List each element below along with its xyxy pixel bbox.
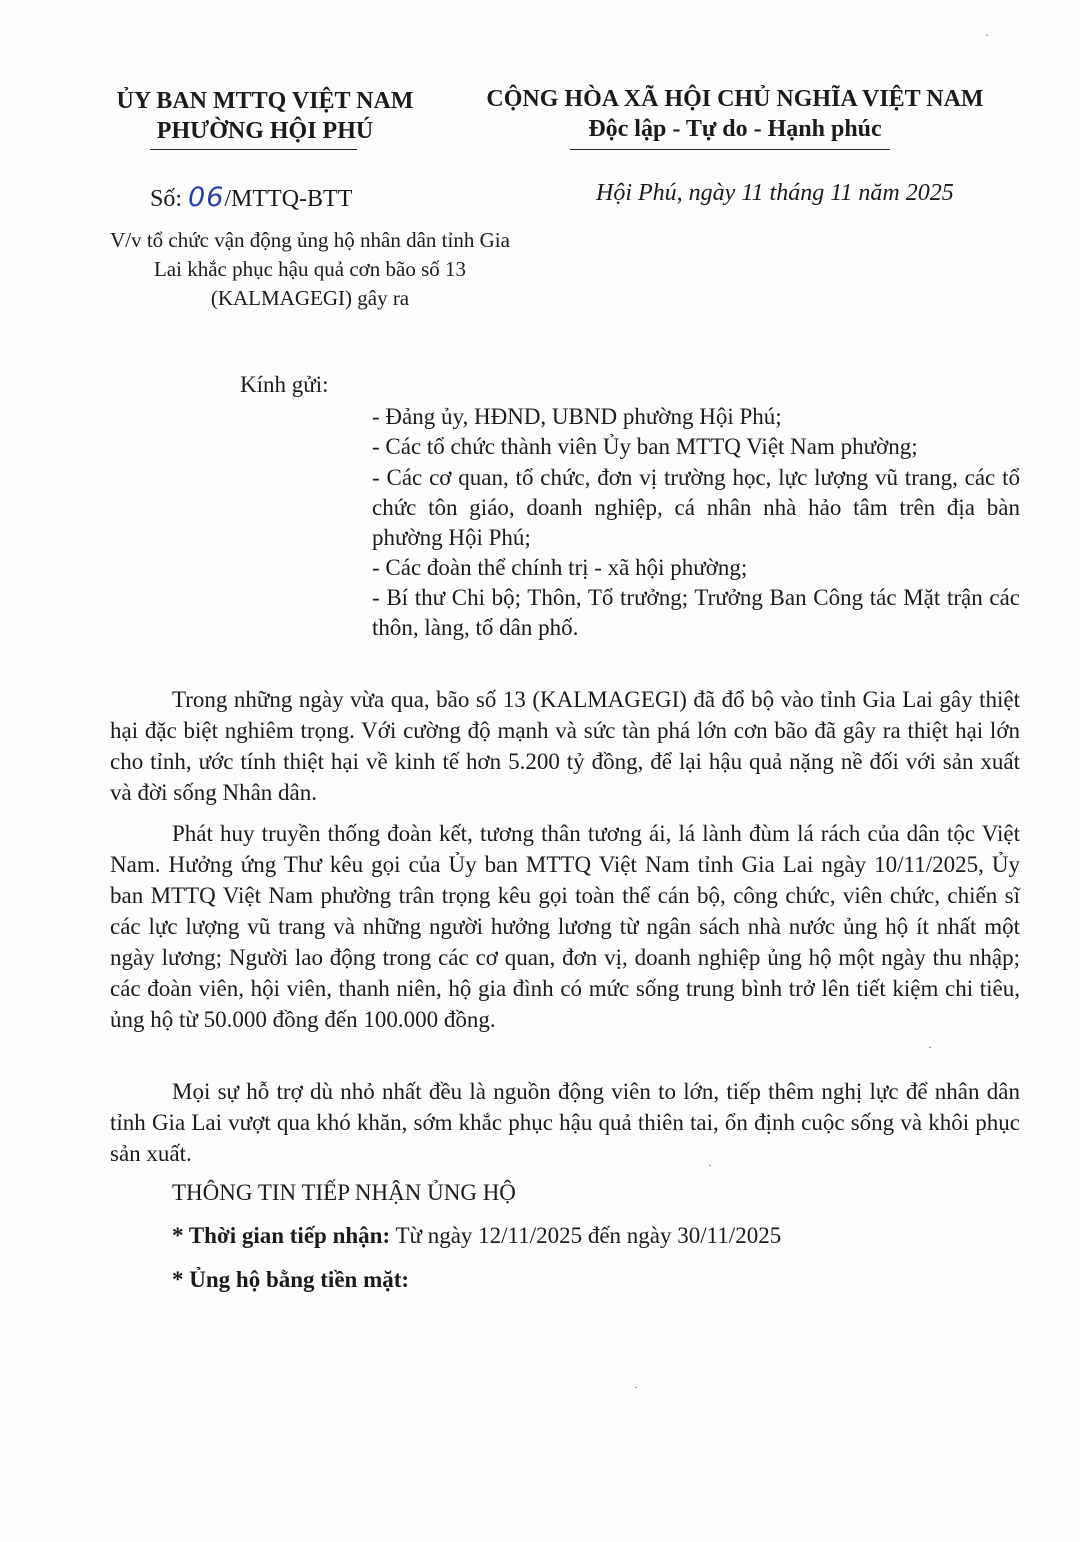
recipient-item: - Đảng ủy, HĐND, UBND phường Hội Phú;	[372, 404, 782, 429]
recipient-item: - Các tổ chức thành viên Ủy ban MTTQ Việt Nam phường;	[372, 434, 918, 459]
recipient-item: - Các cơ quan, tổ chức, đơn vị trường học, lực lượng vũ trang, các tổ chức tôn giáo, doanh nghiệp, cá nhân nhà hảo tâm trên địa bàn phường Hội Phú;	[372, 465, 1020, 550]
scan-speck: ·	[708, 1158, 712, 1172]
national-heading	[465, 84, 1005, 144]
body-paragraph-1: Trong những ngày vừa qua, bão số 13 (KALMAGEGI) đã đổ bộ vào tỉnh Gia Lai gây thiệt hại đặc biệt nghiêm trọng. Với cường độ mạnh và sức tàn phá lớn cơn bão đã gây ra thiệt hại lớn cho tỉnh, ước tính thiệt hại về kinh tế hơn 5.200 tỷ đồng, để lại hậu quả nặng nề đối với sản xuất và đời sống Nhân dân.	[110, 687, 1020, 805]
document-number	[150, 182, 352, 213]
date-line: Hội Phú, ngày 11 tháng 11 năm 2025	[596, 180, 954, 206]
issuing-organization	[100, 86, 430, 146]
greeting: Kính gửi:	[240, 372, 329, 397]
donation-heading: THÔNG TIN TIẾP NHẬN ỦNG HỘ	[172, 1180, 516, 1205]
receiving-time-label: * Thời gian tiếp nhận:	[172, 1223, 391, 1248]
motto-underline	[570, 149, 890, 150]
body-paragraph-2: Phát huy truyền thống đoàn kết, tương thân tương ái, lá lành đùm lá rách của dân tộc Việt Nam. Hưởng ứng Thư kêu gọi của Ủy ban MTTQ Việt Nam tỉnh Gia Lai ngày 10/11/2025, Ủy ban MTTQ Việt Nam phường trân trọng kêu gọi toàn thể cán bộ, công chức, viên chức, chiến sĩ các lực lượng vũ trang và những người hưởng lương từ ngân sách nhà nước ủng hộ ít nhất một ngày lương; Người lao động trong các cơ quan, đơn vị, doanh nghiệp ủng hộ một ngày thu nhập; các đoàn viên, hội viên, thanh niên, hộ gia đình có mức sống trung bình trở lên tiết kiệm chi tiêu, ủng hộ từ 50.000 đồng đến 100.000 đồng.	[110, 821, 1020, 1032]
scan-speck: ·	[634, 1380, 638, 1394]
recipient-item: - Các đoàn thể chính trị - xã hội phường;	[372, 555, 748, 580]
number-prefix: Số:	[150, 186, 189, 212]
recipient-item: - Bí thư Chi bộ; Thôn, Tổ trưởng; Trưởng Ban Công tác Mặt trận các thôn, làng, tổ dân phố.	[372, 585, 1020, 640]
scan-speck: ·	[928, 1040, 932, 1054]
nation-name: CỘNG HÒA XÃ HỘI CHỦ NGHĨA VIỆT NAM	[486, 86, 984, 112]
receiving-time	[172, 1223, 781, 1249]
org-name-line2: PHƯỜNG HỘI PHÚ	[156, 118, 374, 144]
body-paragraph-3: Mọi sự hỗ trợ dù nhỏ nhất đều là nguồn động viên to lớn, tiếp thêm nghị lực để nhân dân tỉnh Gia Lai vượt qua khó khăn, sớm khắc phục hậu quả thiên tai, ổn định cuộc sống và khôi phục sản xuất.	[110, 1079, 1020, 1166]
number-suffix: /MTTQ-BTT	[224, 186, 353, 212]
org-underline	[150, 149, 357, 150]
scan-speck: ·	[985, 28, 989, 42]
subject-line: V/v tổ chức vận động ủng hộ nhân dân tỉnh Gia Lai khắc phục hậu quả cơn bão số 13 (KALMAGEGI) gây ra	[110, 228, 510, 310]
receiving-time-value: Từ ngày 12/11/2025 đến ngày 30/11/2025	[390, 1223, 782, 1248]
handwritten-number: 06	[188, 182, 225, 213]
cash-donation-label: * Ủng hộ bằng tiền mặt:	[172, 1267, 410, 1292]
org-name-line1: ỦY BAN MTTQ VIỆT NAM	[116, 88, 414, 114]
national-motto: Độc lập - Tự do - Hạnh phúc	[588, 116, 882, 142]
